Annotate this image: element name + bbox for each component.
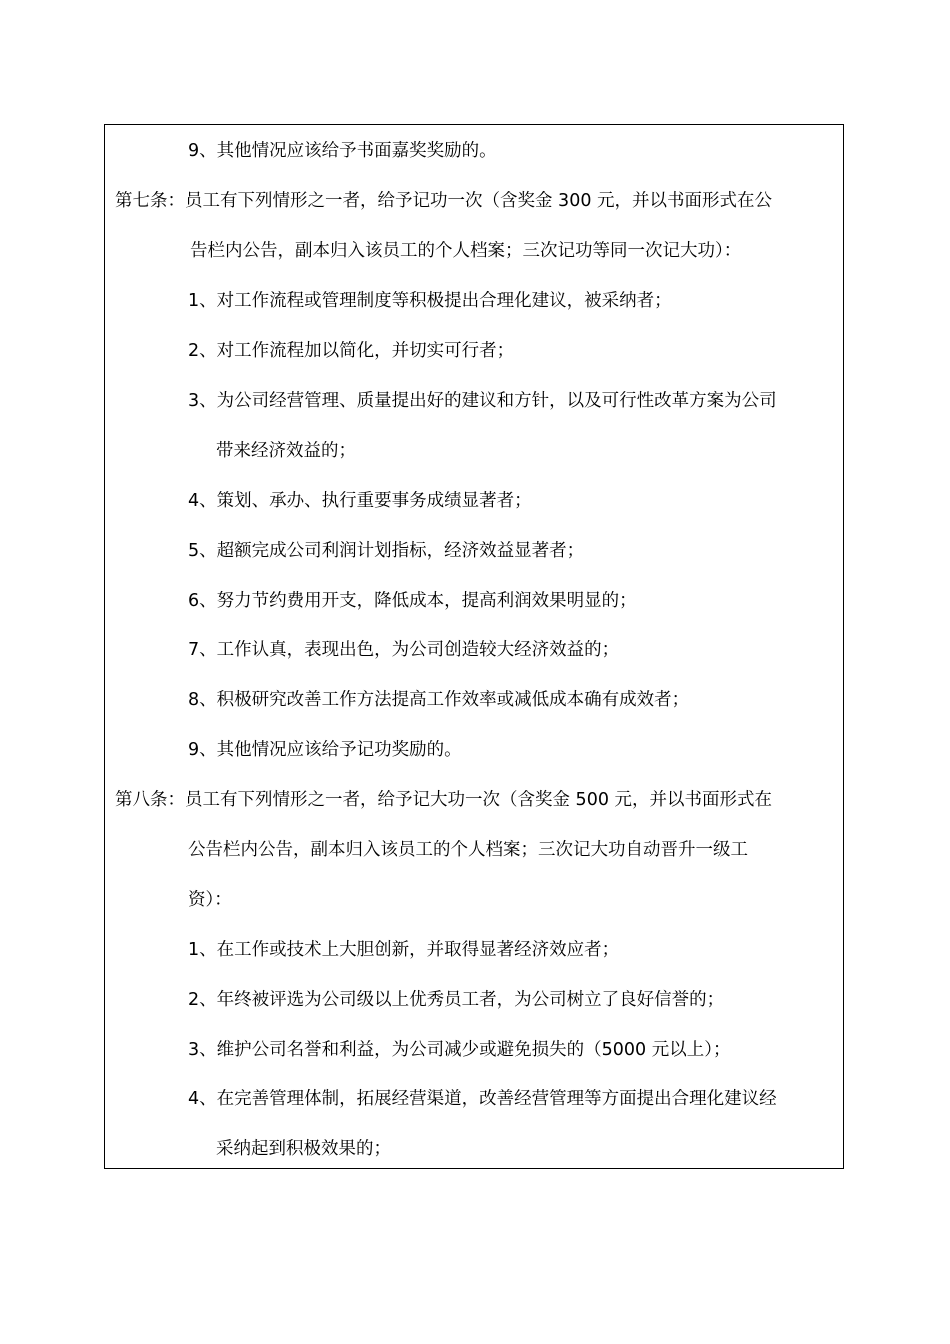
article-7-line-1: 第七条：员工有下列情形之一者，给予记功一次（含奖金 300 元，并以书面形式在公 — [115, 191, 773, 211]
item-8-2: 2、年终被评选为公司级以上优秀员工者，为公司树立了良好信誉的； — [188, 990, 725, 1010]
item-7-7: 7、工作认真，表现出色，为公司创造较大经济效益的； — [188, 640, 620, 660]
article-7-line-2: 告栏内公告，副本归入该员工的个人档案；三次记功等同一次记大功）： — [190, 241, 742, 261]
item-7-9: 9、其他情况应该给予书面嘉奖奖励的。 — [188, 141, 497, 161]
item-7-3-line-1: 3、为公司经营管理、质量提出好的建议和方针，以及可行性改革方案为公司 — [188, 391, 777, 411]
item-8-1: 1、在工作或技术上大胆创新，并取得显著经济效应者； — [188, 940, 620, 960]
item-7-4: 4、策划、承办、执行重要事务成绩显著者； — [188, 491, 532, 511]
article-8-line-2: 公告栏内公告，副本归入该员工的个人档案；三次记大功自动晋升一级工 — [188, 840, 748, 860]
item-8-4-line-1: 4、在完善管理体制，拓展经营渠道，改善经营管理等方面提出合理化建议经 — [188, 1089, 777, 1109]
article-8-line-1: 第八条：员工有下列情形之一者，给予记大功一次（含奖金 500 元，并以书面形式在 — [115, 790, 773, 810]
item-8-3: 3、维护公司名誉和利益，为公司减少或避免损失的（5000 元以上）； — [188, 1040, 731, 1060]
document-frame — [104, 124, 844, 1169]
item-7-6: 6、努力节约费用开支，降低成本，提高利润效果明显的； — [188, 591, 637, 611]
item-7-5: 5、超额完成公司利润计划指标，经济效益显著者； — [188, 541, 585, 561]
item-7-3-line-2: 带来经济效益的； — [216, 441, 356, 461]
item-7-1: 1、对工作流程或管理制度等积极提出合理化建议，被采纳者； — [188, 291, 672, 311]
item-7-9b: 9、其他情况应该给予记功奖励的。 — [188, 740, 462, 760]
item-7-2: 2、对工作流程加以简化，并切实可行者； — [188, 341, 515, 361]
item-8-4-line-2: 采纳起到积极效果的； — [216, 1139, 391, 1159]
article-8-line-3: 资）： — [188, 890, 232, 910]
item-7-8: 8、积极研究改善工作方法提高工作效率或减低成本确有成效者； — [188, 690, 690, 710]
